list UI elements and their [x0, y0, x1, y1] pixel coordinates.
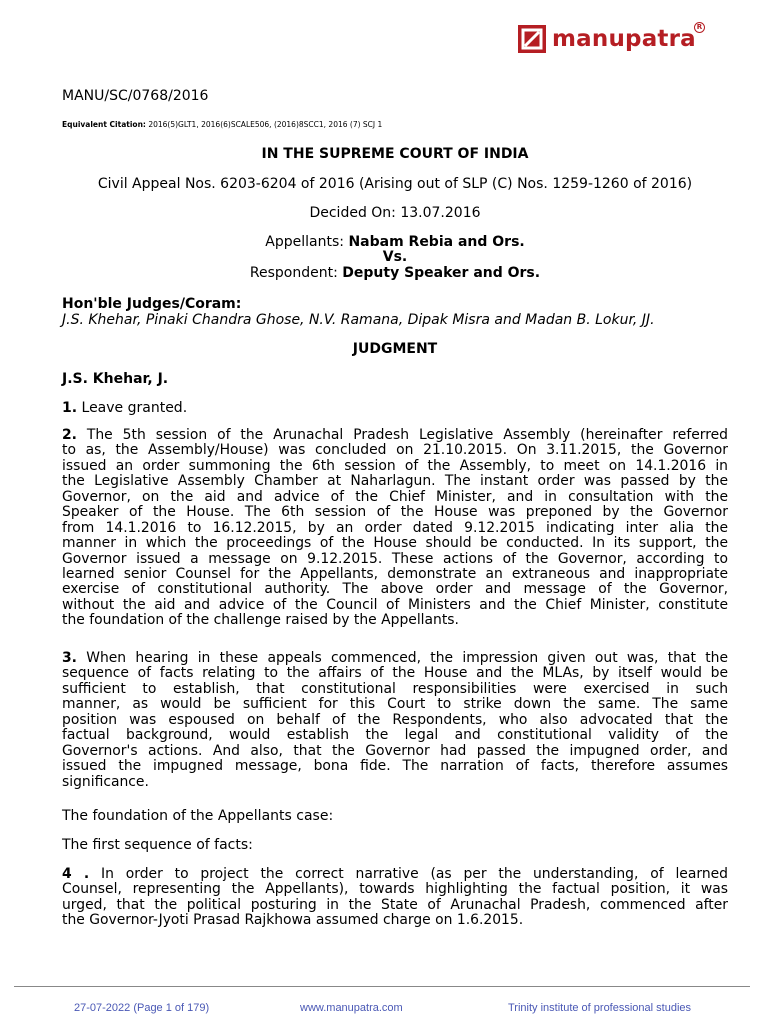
paragraph-line: Counsel, representing the Appellants), towards highlighting the factual position, it was	[62, 881, 728, 898]
paragraph-3	[62, 651, 728, 790]
equivalent-citation-value: 2016(5)GLT1, 2016(6)SCALE506, (2016)8SCC1, 2016 (7) SCJ 1	[148, 120, 383, 129]
manupatra-logo-mark-icon	[518, 25, 546, 53]
judges-list: J.S. Khehar, Pinaki Chandra Ghose, N.V. Ramana, Dipak Misra and Madan B. Lokur, JJ.	[62, 312, 655, 328]
paragraph-line: Governor issued a message on 9.12.2015. These actions of the Governor, according to	[62, 550, 728, 567]
footer-divider	[14, 986, 750, 987]
paragraph-line: 3. When hearing in these appeals commenced, the impression given out was, that the	[62, 650, 728, 666]
versus: Vs.	[382, 249, 408, 265]
paragraph-2	[62, 428, 728, 629]
footer-page-info: 27-07-2022 (Page 1 of 179)	[74, 1002, 210, 1014]
section-heading-foundation: The foundation of the Appellants case:	[62, 808, 334, 824]
paragraph-line: the Governor-Jyoti Prasad Rajkhowa assumed charge on 1.6.2015.	[62, 912, 524, 929]
footer-institution: Trinity institute of professional studies	[508, 1002, 692, 1014]
respondent-label: Respondent:	[249, 265, 343, 281]
paragraph-number: 2.	[62, 427, 77, 443]
judgment-author: J.S. Khehar, J.	[62, 371, 169, 387]
court-name: IN THE SUPREME COURT OF INDIA	[261, 146, 529, 162]
paragraph-line: sufficient to establish, that constitutional responsibilities were exercised in such	[62, 680, 728, 697]
paragraph-number: 1.	[62, 400, 78, 416]
paragraph-4	[62, 867, 728, 929]
equivalent-citation	[62, 120, 382, 130]
registered-mark-icon: R	[694, 22, 705, 33]
paragraph-number: 3.	[62, 650, 77, 666]
paragraph-line: Governor, on the aid and advice of the Chief Minister, and in consultation with the	[62, 488, 728, 505]
judges-heading: Hon'ble Judges/Coram:	[62, 296, 242, 312]
paragraph-line: position was espoused on behalf of the Respondents, who also advocated that the	[62, 711, 728, 728]
paragraph-line: 2. The 5th session of the Arunachal Pradesh Legislative Assembly (hereinafter referred	[62, 427, 728, 443]
appellants-label: Appellants:	[265, 234, 349, 250]
paragraph-line: Speaker of the House. The 6th session of the House was preponed by the Governor	[62, 504, 728, 521]
paragraph-line: issued an order summoning the 6th session of the Assembly, to meet on 14.1.2016 in	[62, 457, 728, 474]
paragraph-line: urged, that the political posturing in the State of Arunachal Pradesh, commenced after	[62, 896, 728, 913]
decision-date: Decided On: 13.07.2016	[309, 205, 481, 221]
equivalent-citation-label: Equivalent Citation:	[62, 120, 146, 129]
paragraph-line: significance.	[62, 773, 149, 790]
paragraph-line: to as, the Assembly/House) was concluded on 21.10.2015. On 3.11.2015, the Governor	[62, 442, 728, 459]
manupatra-logo	[518, 22, 710, 56]
paragraph-line: sequence of facts relating to the affairs of the House and the MLAs, by itself would be	[62, 665, 728, 682]
paragraph-number: 4 .	[62, 866, 90, 882]
paragraph-line: the Legislative Assembly Chamber at Naharlagun. The instant order was passed by the	[62, 473, 728, 490]
judgment-heading: JUDGMENT	[352, 341, 438, 357]
paragraph-line: exercise of constitutional authority. The above order and message of the Governor,	[62, 581, 728, 598]
section-heading-first-sequence: The first sequence of facts:	[62, 837, 253, 853]
paragraph-line: from 14.1.2016 to 16.12.2015, by an order dated 9.12.2015 indicating inter alia the	[62, 519, 728, 536]
paragraph-line: issued the impugned message, bona fide. The narration of facts, therefore assumes	[62, 758, 728, 775]
paragraph-line: the foundation of the challenge raised by the Appellants.	[62, 612, 459, 629]
paragraph-1	[62, 400, 187, 417]
paragraph-line: factual background, would establish the legal and constitutional validity of the	[62, 727, 728, 744]
case-numbers: Civil Appeal Nos. 6203-6204 of 2016 (Arising out of SLP (C) Nos. 1259-1260 of 2016)	[97, 176, 693, 192]
paragraph-line: learned senior Counsel for the Appellants, demonstrate an extraneous and inappropriate	[62, 565, 728, 582]
paragraph-line: manner in which the proceedings of the House should be conducted. In its support, the	[62, 535, 728, 552]
paragraph-line: 4 . In order to project the correct narrative (as per the understanding, of learned	[62, 866, 728, 882]
paragraph-line: without the aid and advice of the Council of Ministers and the Chief Minister, constitute	[62, 596, 728, 613]
respondent-name: Deputy Speaker and Ors.	[342, 265, 541, 281]
footer-website-link[interactable]: www.manupatra.com	[300, 1002, 403, 1014]
appellants-name: Nabam Rebia and Ors.	[348, 234, 525, 250]
manupatra-logo-text: manupatra	[552, 26, 696, 52]
paragraph-line: manner, as would be sufficient for this Court to strike down the same. The same	[62, 696, 728, 713]
paragraph-text: Leave granted.	[77, 400, 188, 416]
respondent	[62, 265, 728, 282]
citation-number: MANU/SC/0768/2016	[62, 88, 209, 104]
paragraph-line: Governor's actions. And also, that the Governor had passed the impugned order, and	[62, 742, 728, 759]
